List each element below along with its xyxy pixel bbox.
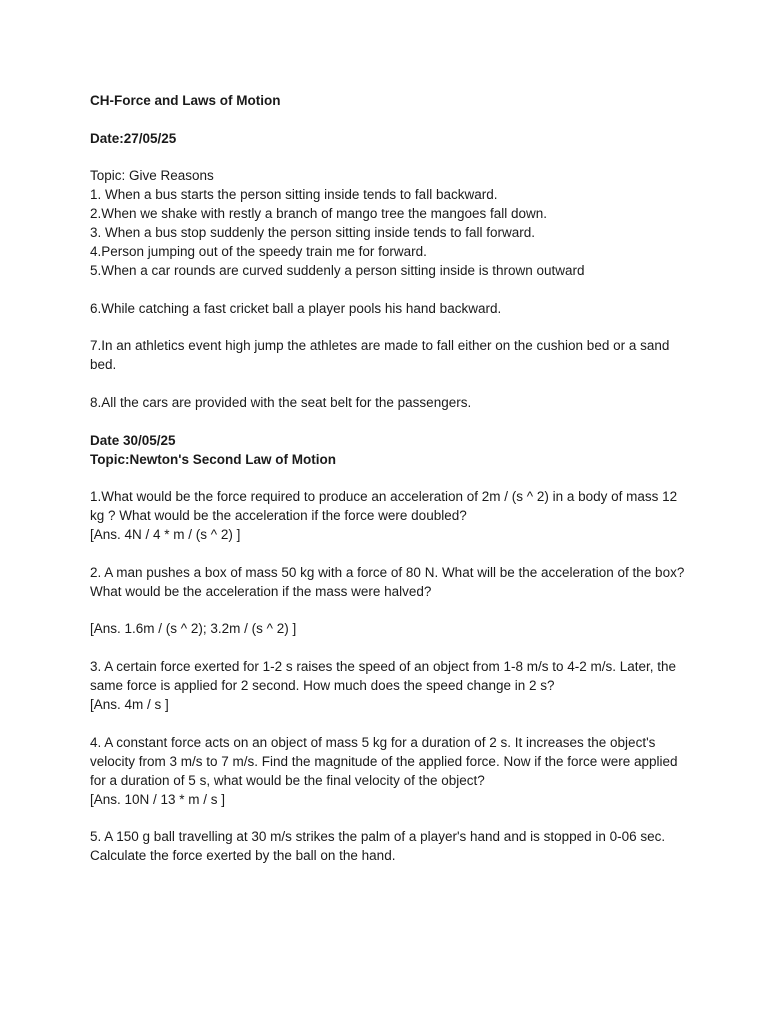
spacer xyxy=(90,714,690,733)
reason-item-5: 5.When a car rounds are curved suddenly a person sitting inside is thrown outward xyxy=(90,263,585,279)
spacer xyxy=(90,638,690,657)
spacer xyxy=(90,412,690,431)
date-heading-1: Date:27/05/25 xyxy=(90,130,177,146)
question-4: 4. A constant force acts on an object of mass 5 kg for a duration of 2 s. It increases the object's velocity from 3 m/s to 7 m/s. Find the magnitude of the applied force. Now if the force were applied for a duration of 5 s, what would be the final velocity of the object? xyxy=(90,734,678,788)
spacer xyxy=(90,809,690,828)
question-1: 1.What would be the force required to produce an acceleration of 2m / (s ^ 2) in a body of mass 12 kg ? What would be the acceleration if the force were doubled? xyxy=(90,489,678,524)
document-title: CH-Force and Laws of Motion xyxy=(90,93,281,108)
spacer xyxy=(90,280,690,299)
topic-give-reasons: Topic: Give Reasons xyxy=(90,168,214,184)
spacer xyxy=(90,374,690,393)
reason-item-1: 1. When a bus starts the person sitting inside tends to fall backward. xyxy=(90,187,498,203)
answer-3: [Ans. 4m / s ] xyxy=(90,696,169,712)
reason-item-7: 7.In an athletics event high jump the athletes are made to fall either on the cushion bed or a sand bed. xyxy=(90,338,670,373)
reason-item-4: 4.Person jumping out of the speedy train me for forward. xyxy=(90,244,427,260)
spacer xyxy=(90,110,690,129)
spacer xyxy=(90,318,690,337)
spacer xyxy=(90,148,690,167)
answer-4: [Ans. 10N / 13 * m / s ] xyxy=(90,791,226,807)
answer-1: [Ans. 4N / 4 * m / (s ^ 2) ] xyxy=(90,527,241,543)
reason-item-2: 2.When we shake with restly a branch of mango tree the mangoes fall down. xyxy=(90,206,547,222)
reason-item-6: 6.While catching a fast cricket ball a player pools his hand backward. xyxy=(90,300,502,316)
question-5: 5. A 150 g ball travelling at 30 m/s strikes the palm of a player's hand and is stopped in 0-06 sec. Calculate the force exerted by the ball on the hand. xyxy=(90,829,666,864)
spacer xyxy=(90,601,690,620)
reason-item-8: 8.All the cars are provided with the seat belt for the passengers. xyxy=(90,394,472,410)
question-3: 3. A certain force exerted for 1-2 s raises the speed of an object from 1-8 m/s to 4-2 m/s. Later, the same force is applied for 2 second. How much does the speed change in 2 s? xyxy=(90,658,677,693)
reason-item-3: 3. When a bus stop suddenly the person sitting inside tends to fall forward. xyxy=(90,225,536,241)
question-2: 2. A man pushes a box of mass 50 kg with a force of 80 N. What will be the acceleration of the box? What would be the acceleration if the mass were halved? xyxy=(90,564,685,599)
document-page xyxy=(90,91,690,865)
spacer xyxy=(90,469,690,488)
date-heading-2: Date 30/05/25 xyxy=(90,432,176,448)
spacer xyxy=(90,544,690,563)
topic-second-law: Topic:Newton's Second Law of Motion xyxy=(90,451,336,467)
answer-2: [Ans. 1.6m / (s ^ 2); 3.2m / (s ^ 2) ] xyxy=(90,621,297,637)
